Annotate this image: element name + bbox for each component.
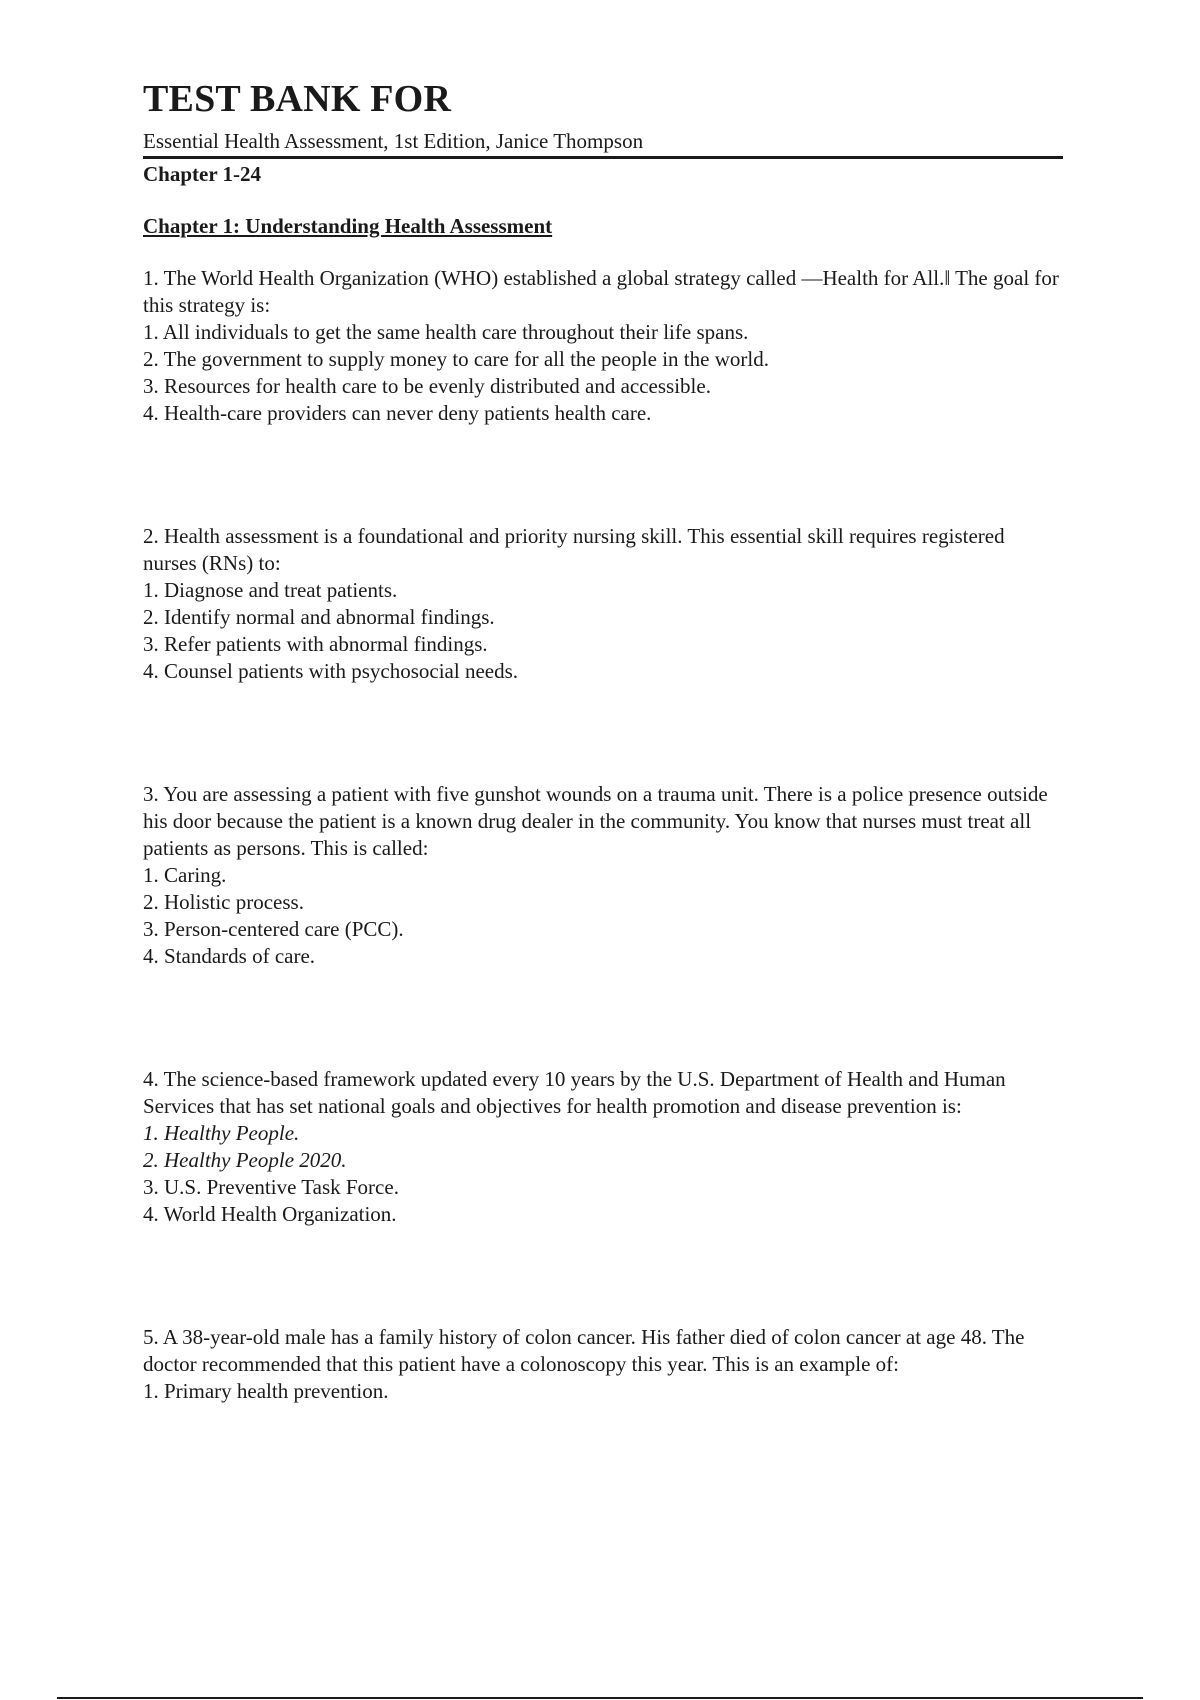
answer-option: 3. U.S. Preventive Task Force.: [143, 1175, 399, 1199]
answer-option: 1. Diagnose and treat patients.: [143, 578, 398, 602]
question-1: [143, 265, 1063, 427]
answer-option: 4. Standards of care.: [143, 944, 316, 968]
answer-option: 3. Resources for health care to be evenly distributed and accessible.: [143, 374, 711, 398]
answer-option: 1. All individuals to get the same health care throughout their life spans.: [143, 320, 749, 344]
document-subtitle: Essential Health Assessment, 1st Edition, Janice Thompson: [143, 129, 644, 153]
answer-option: 1. Primary health prevention.: [143, 1379, 389, 1403]
question-stem: 4. The science-based framework updated every 10 years by the U.S. Department of Health and Human Services that has set national goals and objectives for health promotion and disease prevention is:: [143, 1067, 1006, 1118]
answer-options: [143, 862, 1063, 970]
question-list: [143, 265, 1063, 1405]
answer-option: 3. Refer patients with abnormal findings.: [143, 632, 488, 656]
question-stem: 2. Health assessment is a foundational and priority nursing skill. This essential skill requires registered nurses (RNs) to:: [143, 524, 1005, 575]
question-4: [143, 1066, 1063, 1228]
answer-option: 1. Healthy People.: [143, 1121, 300, 1145]
answer-option: 2. Identify normal and abnormal findings.: [143, 605, 495, 629]
answer-option: 4. Health-care providers can never deny patients health care.: [143, 401, 652, 425]
answer-option: 2. Holistic process.: [143, 890, 304, 914]
answer-options: [143, 1378, 1063, 1405]
answer-option: 4. World Health Organization.: [143, 1202, 397, 1226]
answer-options: [143, 577, 1063, 685]
footer-rule: [57, 1697, 1143, 1699]
question-stem: 1. The World Health Organization (WHO) established a global strategy called —Health for All.‖ The goal for this strategy is:: [143, 266, 1059, 317]
answer-options: [143, 319, 1063, 427]
question-3: [143, 781, 1063, 970]
answer-option: 2. The government to supply money to care for all the people in the world.: [143, 347, 769, 371]
question-5: [143, 1324, 1063, 1405]
question-stem: 3. You are assessing a patient with five gunshot wounds on a trauma unit. There is a police presence outside his door because the patient is a known drug dealer in the community. You know that nurses must treat all patients as persons. This is called:: [143, 782, 1048, 860]
document-title: TEST BANK FOR: [143, 78, 452, 120]
header-rule: [143, 156, 1063, 159]
answer-option: 3. Person-centered care (PCC).: [143, 917, 404, 941]
chapter-range: Chapter 1-24: [143, 162, 262, 186]
answer-option: 4. Counsel patients with psychosocial needs.: [143, 659, 519, 683]
document-content: [143, 76, 1063, 1405]
question-2: [143, 523, 1063, 685]
question-stem: 5. A 38-year-old male has a family history of colon cancer. His father died of colon cancer at age 48. The doctor recommended that this patient have a colonoscopy this year. This is an example of:: [143, 1325, 1025, 1376]
chapter-heading: Chapter 1: Understanding Health Assessment: [143, 214, 553, 238]
answer-options: [143, 1120, 1063, 1228]
answer-option: 2. Healthy People 2020.: [143, 1148, 347, 1172]
answer-option: 1. Caring.: [143, 863, 227, 887]
